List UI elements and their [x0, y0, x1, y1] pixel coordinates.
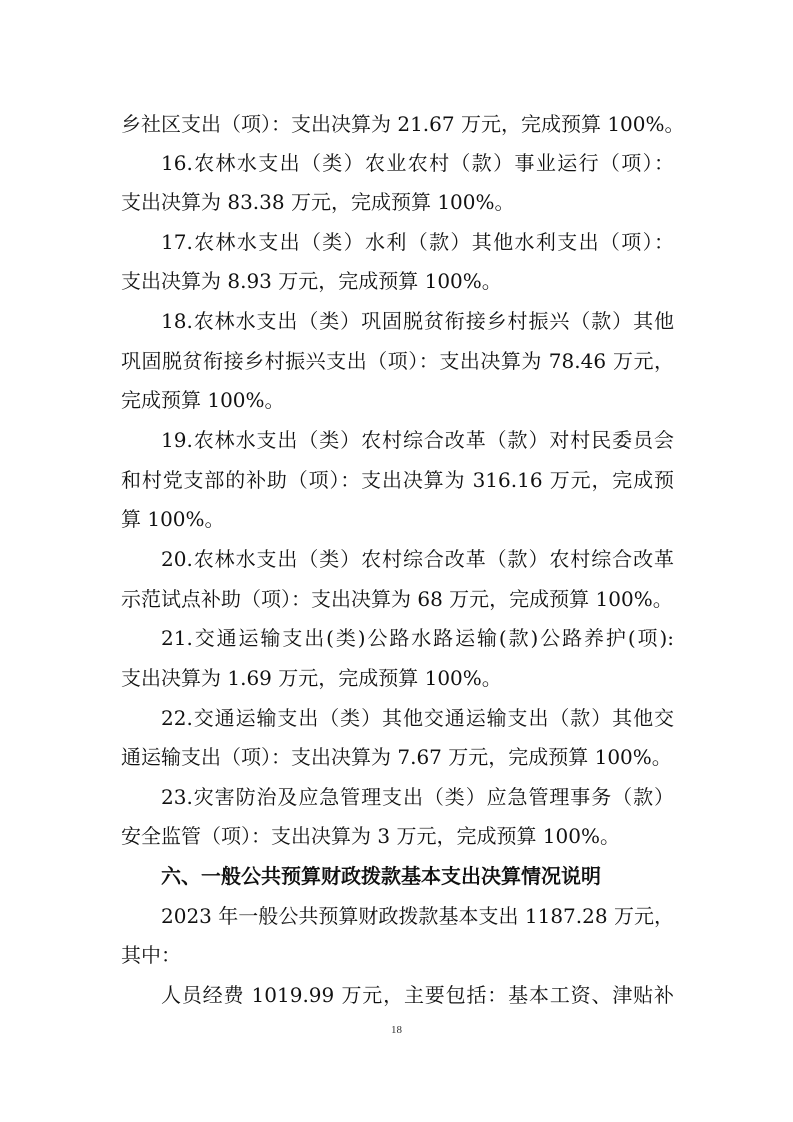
- text-line: 通运输支出（项）：支出决算为 7.67 万元，完成预算 100%。: [121, 745, 672, 769]
- page-number: 18: [391, 1024, 402, 1036]
- text-line: 巩固脱贫衔接乡村振兴支出（项）：支出决算为 78.46 万元，: [121, 349, 674, 373]
- text-line: 16.农林水支出（类）农业农村（款）事业运行（项）：: [161, 151, 674, 175]
- text-line: 其中：: [121, 943, 181, 967]
- section-heading: 六、一般公共预算财政拨款基本支出决算情况说明: [161, 864, 601, 888]
- text-line: 安全监管（项）：支出决算为 3 万元，完成预算 100%。: [121, 824, 620, 848]
- text-line: 乡社区支出（项）：支出决算为 21.67 万元，完成预算 100%。: [121, 112, 685, 136]
- text-line: 支出决算为 1.69 万元，完成预算 100%。: [121, 666, 502, 690]
- text-line: 和村党支部的补助（项）：支出决算为 316.16 万元，完成预: [121, 468, 674, 492]
- text-line: 21.交通运输支出(类)公路水路运输(款)公路养护(项):: [161, 626, 674, 650]
- text-line: 支出决算为 8.93 万元，完成预算 100%。: [121, 269, 502, 293]
- text-line: 算 100%。: [121, 507, 225, 531]
- text-line: 19.农林水支出（类）农村综合改革（款）对村民委员会: [161, 428, 674, 452]
- text-line: 22.交通运输支出（类）其他交通运输支出（款）其他交: [161, 706, 674, 730]
- text-line: 17.农林水支出（类）水利（款）其他水利支出（项）：: [161, 230, 674, 254]
- text-line: 示范试点补助（项）：支出决算为 68 万元，完成预算 100%。: [121, 587, 673, 611]
- text-line: 完成预算 100%。: [121, 388, 285, 412]
- text-line: 20.农林水支出（类）农村综合改革（款）农村综合改革: [161, 547, 674, 571]
- text-line: 支出决算为 83.38 万元，完成预算 100%。: [121, 190, 515, 214]
- text-line: 18.农林水支出（类）巩固脱贫衔接乡村振兴（款）其他: [161, 309, 674, 333]
- text-line: 23.灾害防治及应急管理支出（类）应急管理事务（款）: [161, 785, 674, 809]
- text-line: 人员经费 1019.99 万元，主要包括：基本工资、津贴补: [161, 983, 674, 1007]
- text-line: 2023 年一般公共预算财政拨款基本支出 1187.28 万元，: [161, 904, 674, 928]
